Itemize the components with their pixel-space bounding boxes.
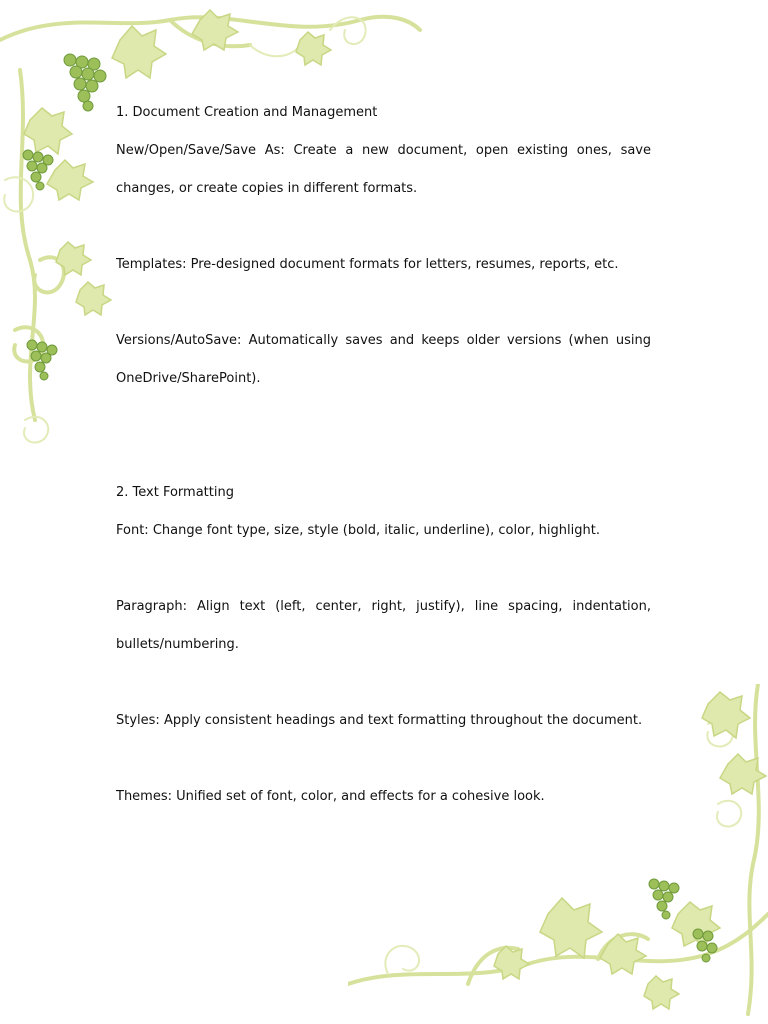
section-1-item-templates: Templates: Pre-designed document formats for letters, resumes, reports, etc. [116, 257, 619, 272]
section-2-item-themes: Themes: Unified set of font, color, and effects for a cohesive look. [116, 789, 545, 804]
section-1-heading: 1. Document Creation and Management [116, 105, 378, 120]
section-1-item-new-open-save: New/Open/Save/Save As: Create a new document, open existing ones, save changes, or create copies in different formats. [116, 143, 651, 196]
section-2-item-font: Font: Change font type, size, style (bold, italic, underline), color, highlight. [116, 523, 600, 538]
section-2-item-paragraph: Paragraph: Align text (left, center, right, justify), line spacing, indentation, bullets/numbering. [116, 599, 651, 652]
section-2-heading: 2. Text Formatting [116, 485, 234, 500]
section-2-item-styles: Styles: Apply consistent headings and text formatting throughout the document. [116, 713, 643, 728]
section-1-item-versions-autosave: Versions/AutoSave: Automatically saves and keeps older versions (when using OneDrive/SharePoint). [116, 333, 651, 386]
document-body [116, 94, 651, 816]
